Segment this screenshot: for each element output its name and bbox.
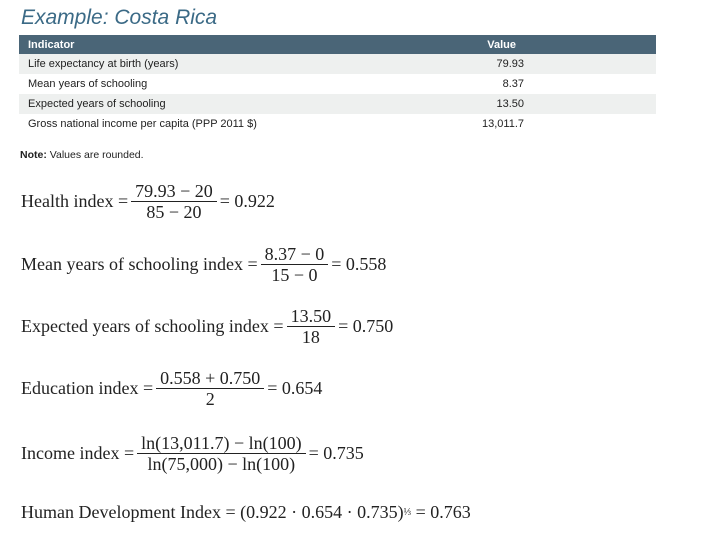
fraction bbox=[156, 368, 264, 409]
numerator: 79.93 − 20 bbox=[135, 181, 213, 201]
health-index-equation bbox=[21, 181, 275, 222]
income-index-equation bbox=[21, 433, 364, 474]
numerator: 8.37 − 0 bbox=[264, 244, 325, 264]
indicator-cell: Expected years of schooling bbox=[19, 94, 379, 114]
equation-result: = 0.763 bbox=[411, 502, 471, 522]
table-row bbox=[19, 94, 656, 114]
column-header-value: Value bbox=[379, 35, 656, 54]
value-cell: 8.37 bbox=[379, 74, 656, 94]
numerator: ln(13,011.7) − ln(100) bbox=[141, 433, 302, 453]
note-text: Values are rounded. bbox=[49, 149, 144, 161]
mean-years-schooling-index-equation bbox=[21, 244, 386, 285]
table-header-row bbox=[19, 35, 656, 54]
value-cell: 79.93 bbox=[379, 54, 656, 74]
indicator-cell: Life expectancy at birth (years) bbox=[19, 54, 379, 74]
denominator: 85 − 20 bbox=[146, 202, 202, 222]
note-label: Note: bbox=[20, 149, 47, 161]
equation-lhs: Health index = bbox=[21, 191, 129, 211]
fraction bbox=[131, 181, 217, 222]
table-row bbox=[19, 54, 656, 74]
fraction bbox=[287, 306, 336, 347]
equation-lhs: Human Development Index = (0.922 · 0.654 · 0.735) bbox=[21, 502, 404, 522]
denominator: 18 bbox=[301, 327, 320, 347]
denominator: 15 − 0 bbox=[271, 265, 318, 285]
equation-result: = 0.922 bbox=[219, 191, 275, 211]
indicator-table bbox=[19, 35, 656, 134]
equation-result: = 0.654 bbox=[267, 378, 323, 398]
table-note bbox=[20, 149, 144, 161]
education-index-equation bbox=[21, 368, 322, 409]
exponent: ⅓ bbox=[403, 507, 412, 518]
equation-result: = 0.750 bbox=[338, 316, 394, 336]
equation-result: = 0.735 bbox=[308, 443, 364, 463]
denominator: 2 bbox=[205, 389, 215, 409]
expected-years-schooling-index-equation bbox=[21, 306, 393, 347]
page-title: Example: Costa Rica bbox=[21, 6, 218, 29]
numerator: 13.50 bbox=[290, 306, 332, 326]
equation-lhs: Expected years of schooling index = bbox=[21, 316, 284, 336]
indicator-cell: Mean years of schooling bbox=[19, 74, 379, 94]
fraction bbox=[137, 433, 305, 474]
indicator-cell: Gross national income per capita (PPP 2011 $) bbox=[19, 114, 379, 134]
equation-result: = 0.558 bbox=[331, 254, 387, 274]
equation-lhs: Mean years of schooling index = bbox=[21, 254, 258, 274]
fraction bbox=[261, 244, 329, 285]
equation-lhs: Income index = bbox=[21, 443, 135, 463]
table-row bbox=[19, 74, 656, 94]
equation-lhs: Education index = bbox=[21, 378, 154, 398]
denominator: ln(75,000) − ln(100) bbox=[147, 454, 296, 474]
value-cell: 13,011.7 bbox=[379, 114, 656, 134]
value-cell: 13.50 bbox=[379, 94, 656, 114]
hdi-equation bbox=[21, 502, 471, 523]
table-row bbox=[19, 114, 656, 134]
numerator: 0.558 + 0.750 bbox=[160, 368, 261, 388]
column-header-indicator: Indicator bbox=[19, 35, 379, 54]
